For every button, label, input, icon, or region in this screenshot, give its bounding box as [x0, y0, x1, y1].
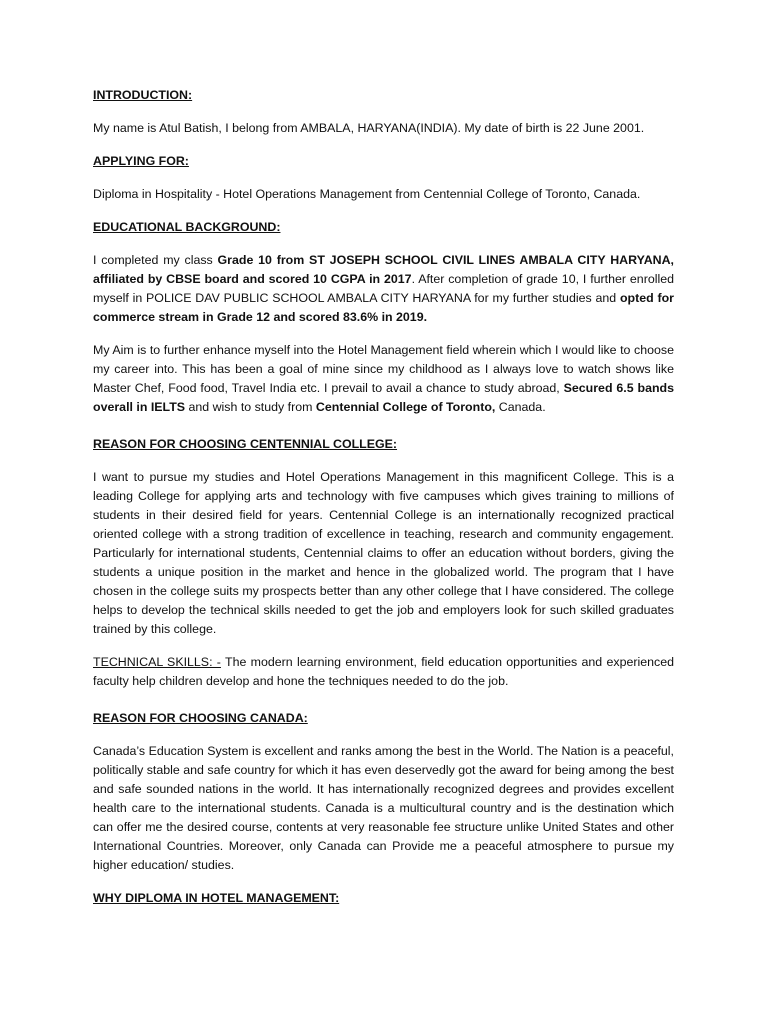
reason-canada-text: Canada’s Education System is excellent and ranks among the best in the World. The Nation is a peaceful, politically stable and safe country for which it has even deservedly got the award for being among the best and safe sounded nations in the world. It has internationally recognized degrees and provides excellent health care to the international students. Canada is a multicultural country and is the destination which can offer me the desired course, contents at very reasonable fee structure unlike United States and other International Countries. Moreover, only Canada can Provide me a peaceful atmosphere to pursue my higher education/ studies. [93, 744, 674, 872]
aim-bold-2: Centennial College of Toronto, [315, 400, 496, 414]
edu-text-1: I completed my class [93, 253, 218, 267]
aim-text-2: and wish to study from [185, 400, 316, 414]
edu-bold-1: Grade 10 from ST JOSEPH SCHOOL CIVIL LINES AMBALA CITY HARYANA, affiliated by CBSE board and scored 10 CGPA in 2017 [93, 253, 674, 286]
aim-text-3: Canada. [495, 400, 546, 414]
aim-bold-1: Secured 6.5 bands overall in IELTS [93, 381, 674, 414]
educational-background-heading: EDUCATIONAL BACKGROUND: [93, 220, 281, 234]
edu-bold-2: opted for commerce stream in Grade 12 and scored 83.6% in 2019. [93, 291, 674, 324]
educational-background-paragraph-2 [93, 341, 674, 417]
reason-canada-heading: REASON FOR CHOOSING CANADA: [93, 711, 308, 725]
applying-for-heading: APPLYING FOR: [93, 154, 189, 168]
aim-text-1: My Aim is to further enhance myself into the Hotel Management field wherein which I would like to choose my career into. This has been a goal of mine since my childhood as I always love to watch shows like Master Chef, Food food, Travel India etc. I prevail to avail a chance to study abroad, [93, 343, 674, 395]
technical-skills-paragraph [93, 653, 674, 691]
introduction-text: My name is Atul Batish, I belong from AMBALA, HARYANA(INDIA). My date of birth is 22 June 2001. [93, 121, 645, 135]
reason-college-heading: REASON FOR CHOOSING CENTENNIAL COLLEGE: [93, 437, 398, 451]
why-diploma-heading: WHY DIPLOMA IN HOTEL MANAGEMENT: [93, 891, 340, 905]
educational-background-paragraph-1 [93, 251, 674, 327]
technical-skills-label: TECHNICAL SKILLS: - [93, 655, 221, 669]
technical-skills-text: The modern learning environment, field education opportunities and experienced faculty help children develop and hone the techniques needed to do the job. [93, 655, 674, 688]
applying-for-text: Diploma in Hospitality - Hotel Operations Management from Centennial College of Toronto, Canada. [93, 187, 641, 201]
edu-text-2: . After completion of grade 10, I further enrolled myself in POLICE DAV PUBLIC SCHOOL AMBALA CITY HARYANA for my further studies and [93, 272, 674, 305]
document-page [93, 86, 674, 922]
introduction-heading: INTRODUCTION: [93, 88, 193, 102]
reason-college-text: I want to pursue my studies and Hotel Operations Management in this magnificent College. This is a leading College for applying arts and technology with five campuses which gives training to millions of students in their desired field for years. Centennial College is an internationally recognized practical oriented college with a strong tradition of excellence in teaching, research and community engagement. Particularly for international students, Centennial claims to offer an education without borders, giving the students a unique position in the market and hence in the globalized world. The program that I have chosen in the college suits my prospects better than any other college that I have considered. The college helps to develop the technical skills needed to get the job and employers look for such skilled graduates trained by this college. [93, 470, 674, 636]
